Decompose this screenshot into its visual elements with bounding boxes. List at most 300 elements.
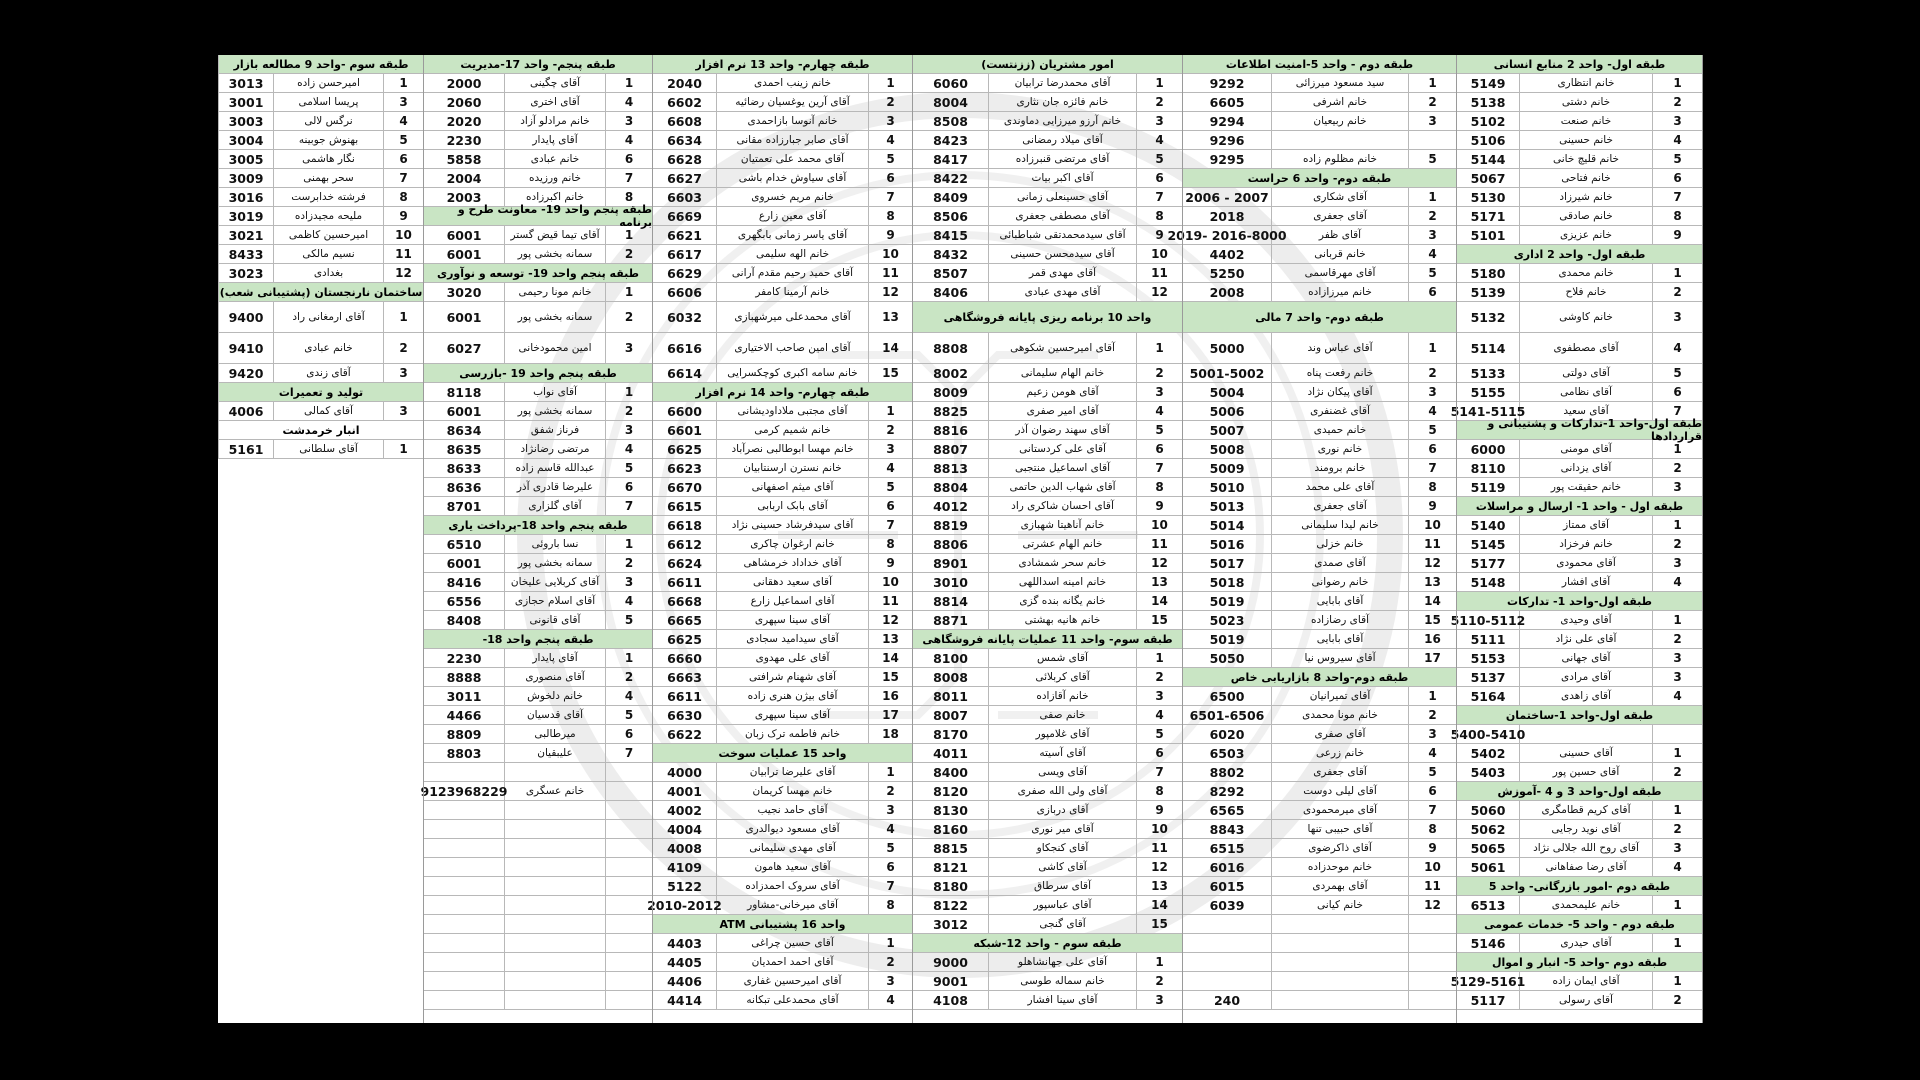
- employee-name: آقای جعفری: [1271, 207, 1408, 225]
- table-row: [423, 934, 652, 953]
- phone-extension: 8813: [912, 459, 988, 477]
- phone-extension: 6670: [652, 478, 716, 496]
- table-row: [218, 188, 423, 207]
- row-number: 2: [1652, 93, 1702, 111]
- phone-extension: 2016-8000 -2019: [1167, 227, 1287, 243]
- phone-extension: [423, 763, 504, 781]
- row-number: 2: [868, 421, 912, 439]
- employee-name: آقای سینا افشار: [988, 991, 1136, 1009]
- employee-name: [504, 972, 605, 990]
- row-number: 3: [1652, 112, 1702, 130]
- section-header: طبقه سوم - واحد 12-شبکه: [912, 934, 1182, 952]
- employee-name: آقای گلزاری: [504, 497, 605, 515]
- phone-extension: 8888: [423, 668, 504, 686]
- row-number: 3: [868, 112, 912, 130]
- phone-extension: 8292: [1182, 782, 1271, 800]
- phone-extension: 2020: [423, 112, 504, 130]
- employee-name: آقای یاسر زمانی بابگهری: [716, 226, 868, 244]
- employee-name: آقای شکاری: [1271, 188, 1408, 206]
- employee-name: آقای سیروس نیا: [1271, 649, 1408, 667]
- phone-extension: 3001: [218, 93, 273, 111]
- phone-extension: 5145: [1456, 535, 1519, 553]
- employee-name: آقای میثم اصفهانی: [716, 478, 868, 496]
- phone-extension: [423, 934, 504, 952]
- table-row: [652, 283, 912, 302]
- phone-extension: 5006: [1182, 402, 1271, 420]
- table-row: [652, 497, 912, 516]
- employee-name: امین محمودخانی: [504, 333, 605, 363]
- row-number: [605, 915, 652, 933]
- section-header-row: [912, 934, 1182, 953]
- table-row: [912, 592, 1182, 611]
- table-row: [423, 725, 652, 744]
- table-row: [652, 264, 912, 283]
- table-row: [423, 535, 652, 554]
- section-header: طبقه دوم -امور بازرگانی- واحد 5: [1456, 877, 1702, 895]
- table-row: [423, 93, 652, 112]
- phone-extension: 6624: [652, 554, 716, 572]
- employee-name: سمانه بخشی پور: [504, 554, 605, 572]
- row-number: 3: [1408, 112, 1456, 130]
- row-number: [1408, 934, 1456, 952]
- row-number: 7: [1652, 402, 1702, 420]
- phone-extension: 5007: [1182, 421, 1271, 439]
- table-row: [912, 188, 1182, 207]
- table-row: [652, 763, 912, 782]
- section-header: طبقه اول-واحد 1-تدارکات و پشتیبانی و قراردادها: [1456, 421, 1702, 439]
- employee-name: نرگس لالی: [273, 112, 383, 130]
- row-number: 2: [1136, 972, 1182, 990]
- employee-name: [504, 896, 605, 914]
- row-number: 6: [605, 478, 652, 496]
- row-number: 8: [1136, 207, 1182, 225]
- employee-name: خانم مرادلو آزاد: [504, 112, 605, 130]
- table-row: [1182, 459, 1456, 478]
- employee-name: آقای کاشی: [988, 858, 1136, 876]
- employee-name: [1271, 972, 1408, 990]
- table-row: [218, 74, 423, 93]
- phone-extension: 5017: [1182, 554, 1271, 572]
- employee-name: آقای سینا سپهری: [716, 611, 868, 629]
- employee-name: خانم موحدزاده: [1271, 858, 1408, 876]
- row-number: 4: [1652, 687, 1702, 705]
- section-header-row: [423, 364, 652, 383]
- table-row: [423, 131, 652, 150]
- table-row: [423, 858, 652, 877]
- employee-name: خانم صنعت: [1519, 112, 1652, 130]
- row-number: 9: [868, 554, 912, 572]
- employee-name: [504, 801, 605, 819]
- section-header: طبقه سوم- واحد 11 عملیات پایانه فروشگاهی: [912, 630, 1182, 648]
- phone-extension: 6001: [423, 245, 504, 263]
- phone-extension: 9294: [1182, 112, 1271, 130]
- table-row: [1456, 188, 1702, 207]
- employee-name: آقای مرتضی قنبرزاده: [988, 150, 1136, 168]
- row-number: 2: [1136, 93, 1182, 111]
- employee-name: خانم صفی: [988, 706, 1136, 724]
- table-row: [423, 459, 652, 478]
- employee-name: آقای احمد احمدیان: [716, 953, 868, 971]
- employee-name: [504, 820, 605, 838]
- phone-extension: 9295: [1182, 150, 1271, 168]
- row-number: [605, 820, 652, 838]
- employee-name: آقای اکبر بیات: [988, 169, 1136, 187]
- row-number: 3: [383, 93, 423, 111]
- table-row: [423, 226, 652, 245]
- employee-name: آقای سیدفرشاد حسینی نژاد: [716, 516, 868, 534]
- row-number: 1: [383, 440, 423, 458]
- phone-extension: 6611: [652, 573, 716, 591]
- employee-name: آقای اسماعیل منتجبی: [988, 459, 1136, 477]
- table-row: [423, 649, 652, 668]
- employee-name: خانم ورزیده: [504, 169, 605, 187]
- row-number: 2: [868, 93, 912, 111]
- section-header-row: [218, 383, 423, 402]
- employee-name: آقای میرخانی-مشاور: [716, 896, 868, 914]
- row-number: 6: [1136, 440, 1182, 458]
- phone-extension: 6608: [652, 112, 716, 130]
- table-row: [652, 516, 912, 535]
- table-row: [912, 226, 1182, 245]
- section-header: طبقه پنجم- واحد 17-مدیریت: [423, 55, 652, 73]
- section-header-row: [652, 55, 912, 74]
- phone-extension: 4000: [652, 763, 716, 781]
- table-row: [652, 74, 912, 93]
- employee-name: بغدادی: [273, 264, 383, 282]
- employee-name: خانم کیانی: [1271, 896, 1408, 914]
- row-number: 1: [383, 74, 423, 92]
- phone-extension: 5149: [1456, 74, 1519, 92]
- phone-extension: 9000: [912, 953, 988, 971]
- employee-name: آقای جعفری: [1271, 763, 1408, 781]
- employee-name: خانم میرزازاده: [1271, 283, 1408, 301]
- employee-name: آقای محمدعلی میرشهبازی: [716, 302, 868, 332]
- row-number: 4: [868, 991, 912, 1009]
- phone-extension: [423, 991, 504, 1009]
- phone-extension: 8121: [912, 858, 988, 876]
- phone-extension: 4402: [1182, 245, 1271, 263]
- section-header-row: [423, 55, 652, 74]
- table-row: [652, 858, 912, 877]
- employee-name: خانم عبادی: [273, 333, 383, 363]
- employee-name: آقای معین زارع: [716, 207, 868, 225]
- row-number: [605, 953, 652, 971]
- phone-extension: 6503: [1182, 744, 1271, 762]
- phone-extension: 8130: [912, 801, 988, 819]
- phone-extension: 3020: [423, 283, 504, 301]
- phone-extension: 8802: [1182, 763, 1271, 781]
- section-header-row: [912, 55, 1182, 74]
- row-number: 11: [1136, 839, 1182, 857]
- employee-name: خانم حقیقت پور: [1519, 478, 1652, 496]
- phone-extension: [1182, 972, 1271, 990]
- row-number: 6: [868, 858, 912, 876]
- phone-extension: 8506: [912, 207, 988, 225]
- employee-name: [504, 877, 605, 895]
- column-block: [1167, 55, 1457, 1023]
- phone-extension: 6612: [652, 535, 716, 553]
- employee-name: خانم شمیم کرمی: [716, 421, 868, 439]
- table-row: [912, 516, 1182, 535]
- row-number: 2: [605, 302, 652, 332]
- employee-name: خانم رضوانی: [1271, 573, 1408, 591]
- row-number: 8: [868, 535, 912, 553]
- table-row: [652, 364, 912, 383]
- table-row: [1456, 93, 1702, 112]
- row-number: 2: [1408, 706, 1456, 724]
- employee-name: آقای زاهدی: [1519, 687, 1652, 705]
- employee-name: آقای شمس: [988, 649, 1136, 667]
- row-number: [605, 877, 652, 895]
- row-number: 7: [605, 744, 652, 762]
- section-header-row: [1182, 302, 1456, 333]
- phone-extension: 6001: [423, 226, 504, 244]
- table-row: [652, 302, 912, 333]
- phone-extension: 6060: [912, 74, 988, 92]
- table-row: [423, 953, 652, 972]
- row-number: 1: [1652, 744, 1702, 762]
- employee-name: خانم حمیدی: [1271, 421, 1408, 439]
- phone-directory-sheet: [218, 55, 1702, 1023]
- employee-name: خانم یگانه بنده گزی: [988, 592, 1136, 610]
- row-number: 6: [1652, 383, 1702, 401]
- employee-name: خانم مریم خسروی: [716, 188, 868, 206]
- employee-name: [504, 915, 605, 933]
- phone-extension: 4002: [652, 801, 716, 819]
- phone-extension: 5250: [1182, 264, 1271, 282]
- phone-extension: 9410: [218, 333, 273, 363]
- table-row: [652, 611, 912, 630]
- row-number: 10: [1136, 245, 1182, 263]
- phone-extension: 8843: [1182, 820, 1271, 838]
- row-number: 1: [605, 226, 652, 244]
- row-number: 3: [868, 801, 912, 819]
- row-number: 3: [383, 402, 423, 420]
- table-row: [1182, 820, 1456, 839]
- employee-name: آقای امیر صفری: [988, 402, 1136, 420]
- phone-extension: 6669: [652, 207, 716, 225]
- phone-extension: 4466: [423, 706, 504, 724]
- row-number: 7: [383, 169, 423, 187]
- row-number: 15: [1136, 611, 1182, 629]
- table-row: [912, 478, 1182, 497]
- row-number: 2: [868, 953, 912, 971]
- phone-extension: 6501-6506: [1182, 706, 1271, 724]
- table-row: [1456, 991, 1702, 1010]
- phone-extension: 5117: [1456, 991, 1519, 1009]
- employee-name: علیرضا قادری آذر: [504, 478, 605, 496]
- phone-extension: 3009: [218, 169, 273, 187]
- table-row: [652, 649, 912, 668]
- section-header: طبقه پنجم واحد 19- معاونت طرح و برنامه: [423, 207, 652, 225]
- table-row: [1182, 131, 1456, 150]
- row-number: 1: [1652, 801, 1702, 819]
- table-row: [423, 668, 652, 687]
- employee-name: آقای صفری: [1271, 725, 1408, 743]
- table-row: [912, 687, 1182, 706]
- row-number: 7: [1136, 188, 1182, 206]
- row-number: 3: [1136, 687, 1182, 705]
- employee-name: آقای سیدامید سجادی: [716, 630, 868, 648]
- phone-extension: 5402: [1456, 744, 1519, 762]
- table-row: [1182, 333, 1456, 364]
- table-row: [1456, 573, 1702, 592]
- employee-name: آقای علیرضا ترابیان: [716, 763, 868, 781]
- table-row: [912, 896, 1182, 915]
- section-header: امور مشتریان (ززنتست): [912, 55, 1182, 73]
- row-number: 10: [1136, 516, 1182, 534]
- table-row: [218, 245, 423, 264]
- table-row: [1182, 440, 1456, 459]
- phone-extension: 5067: [1456, 169, 1519, 187]
- phone-extension: 6668: [652, 592, 716, 610]
- phone-extension: 8636: [423, 478, 504, 496]
- table-row: [218, 207, 423, 226]
- row-number: 4: [383, 112, 423, 130]
- phone-extension: 8806: [912, 535, 988, 553]
- phone-extension: 8409: [912, 188, 988, 206]
- phone-extension: 6515: [1182, 839, 1271, 857]
- employee-name: آقای اختری: [504, 93, 605, 111]
- phone-extension: 8009: [912, 383, 988, 401]
- row-number: 3: [1652, 478, 1702, 496]
- phone-extension: 5171: [1456, 207, 1519, 225]
- row-number: 15: [1136, 915, 1182, 933]
- employee-name: خانم علیمحمدی: [1519, 896, 1652, 914]
- employee-name: [504, 763, 605, 781]
- row-number: 3: [1652, 554, 1702, 572]
- table-row: [1182, 896, 1456, 915]
- phone-extension: 5133: [1456, 364, 1519, 382]
- phone-extension: 2004: [423, 169, 504, 187]
- table-row: [912, 972, 1182, 991]
- table-row: [652, 839, 912, 858]
- phone-extension: 5106: [1456, 131, 1519, 149]
- table-row: [218, 150, 423, 169]
- row-number: 1: [605, 383, 652, 401]
- phone-extension: 5114: [1456, 333, 1519, 363]
- employee-name: آقای حبیبی تنها: [1271, 820, 1408, 838]
- employee-name: آقای حمید رحیم مقدم آرانی: [716, 264, 868, 282]
- phone-extension: 5019: [1182, 630, 1271, 648]
- table-row: [1182, 421, 1456, 440]
- employee-name: آقای دولتی: [1519, 364, 1652, 382]
- phone-extension: 8423: [912, 131, 988, 149]
- phone-extension: 8170: [912, 725, 988, 743]
- row-number: 14: [1136, 592, 1182, 610]
- phone-extension: 5141-5115: [1450, 403, 1526, 419]
- phone-extension: 8422: [912, 169, 988, 187]
- row-number: 7: [1408, 801, 1456, 819]
- employee-name: آقای سعید هامون: [716, 858, 868, 876]
- table-row: [423, 150, 652, 169]
- row-number: 6: [605, 150, 652, 168]
- column-block: [647, 55, 913, 1023]
- table-row: [652, 535, 912, 554]
- phone-extension: 4001: [652, 782, 716, 800]
- employee-name: آقای شهاب الدین حاتمی: [988, 478, 1136, 496]
- employee-name: سمانه بخشی پور: [504, 402, 605, 420]
- table-row: [423, 478, 652, 497]
- employee-name: آقای محمدعلی تبکانه: [716, 991, 868, 1009]
- table-row: [423, 402, 652, 421]
- phone-extension: 6614: [652, 364, 716, 382]
- phone-extension: 6020: [1182, 725, 1271, 743]
- table-row: [423, 573, 652, 592]
- table-row: [1182, 402, 1456, 421]
- phone-extension: 6622: [652, 725, 716, 743]
- section-header: طبقه پنجم واحد 19 -بازرسی: [423, 364, 652, 382]
- phone-extension: 5010: [1182, 478, 1271, 496]
- employee-name: خانم اشرفی: [1271, 93, 1408, 111]
- table-row: [423, 744, 652, 763]
- row-number: 8: [605, 188, 652, 206]
- employee-name: نسیم مالکی: [273, 245, 383, 263]
- employee-name: آقای قانونی: [504, 611, 605, 629]
- phone-extension: 6615: [652, 497, 716, 515]
- section-header: طبقه چهارم- واحد 13 نرم افزار: [652, 55, 912, 73]
- phone-extension: 5122: [652, 877, 716, 895]
- table-row: [1456, 131, 1702, 150]
- phone-extension: 8871: [912, 611, 988, 629]
- employee-name: خانم عزیزی: [1519, 226, 1652, 244]
- table-row: [1182, 245, 1456, 264]
- row-number: 11: [1136, 264, 1182, 282]
- row-number: 14: [868, 649, 912, 667]
- row-number: [1408, 953, 1456, 971]
- employee-name: آقای سیاوش خدام باشی: [716, 169, 868, 187]
- row-number: 14: [1408, 592, 1456, 610]
- employee-name: آقای محمد علی تعمتیان: [716, 150, 868, 168]
- phone-extension: 4109: [652, 858, 716, 876]
- table-row: [912, 459, 1182, 478]
- table-row: [912, 668, 1182, 687]
- employee-name: آقای کمالی: [273, 402, 383, 420]
- phone-extension: 6611: [652, 687, 716, 705]
- phone-extension: 3013: [218, 74, 273, 92]
- employee-name: آقای عباسپور: [988, 896, 1136, 914]
- phone-extension: 9400: [218, 302, 273, 332]
- table-row: [652, 592, 912, 611]
- row-number: [605, 763, 652, 781]
- employee-name: خانم کاوشی: [1519, 302, 1652, 332]
- row-number: 12: [1136, 554, 1182, 572]
- employee-name: سمانه بخشی پور: [504, 302, 605, 332]
- row-number: 4: [868, 131, 912, 149]
- row-number: 1: [868, 934, 912, 952]
- table-row: [423, 611, 652, 630]
- phone-extension: 9292: [1182, 74, 1271, 92]
- table-row: [1182, 706, 1456, 725]
- table-row: [1456, 630, 1702, 649]
- section-header: طبقه چهارم- واحد 14 نرم افزار: [652, 383, 912, 401]
- table-row: [652, 459, 912, 478]
- table-row: [1182, 573, 1456, 592]
- table-row: [1182, 649, 1456, 668]
- row-number: 4: [1652, 333, 1702, 363]
- row-number: 2: [1652, 820, 1702, 838]
- row-number: 6: [1136, 169, 1182, 187]
- row-number: 5: [1408, 421, 1456, 439]
- phone-extension: 5102: [1456, 112, 1519, 130]
- row-number: 7: [605, 497, 652, 515]
- section-header-row: [1456, 497, 1702, 516]
- section-header-row: [1182, 55, 1456, 74]
- table-row: [652, 934, 912, 953]
- phone-extension: 8008: [912, 668, 988, 686]
- phone-extension: 5019: [1182, 592, 1271, 610]
- phone-extension: 6039: [1182, 896, 1271, 914]
